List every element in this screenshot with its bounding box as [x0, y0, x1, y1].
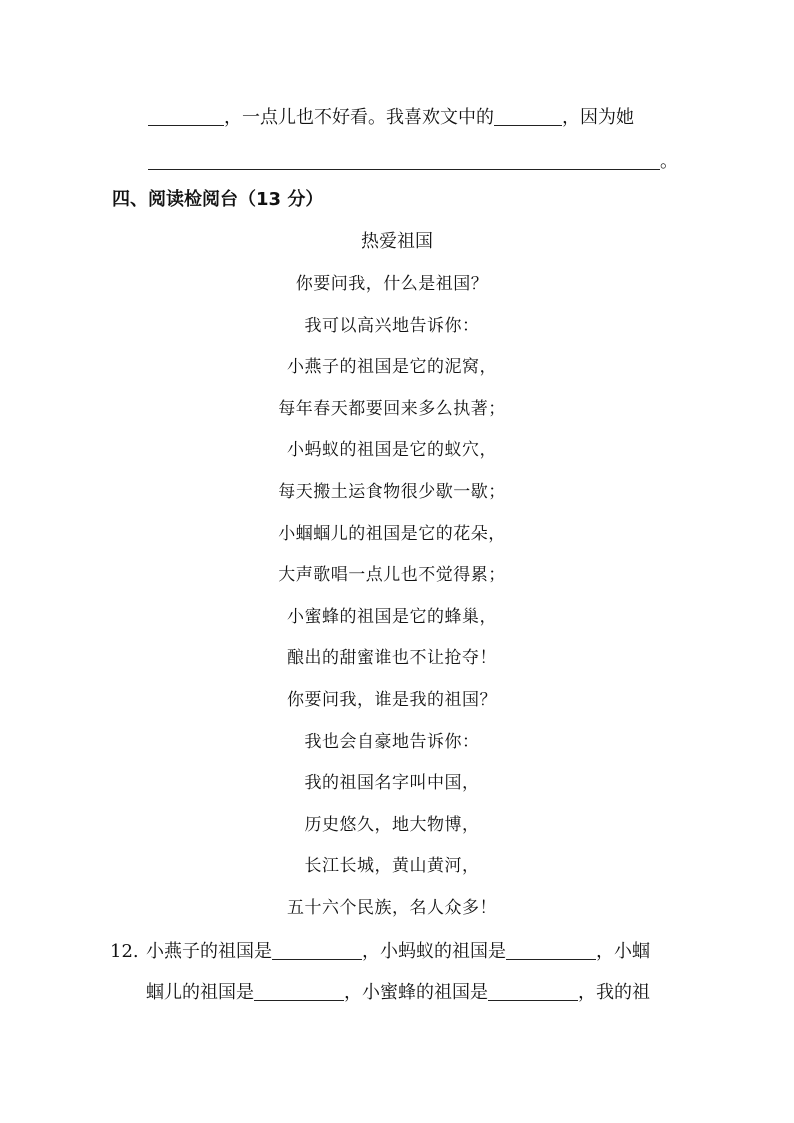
- answer-blank[interactable]: [148, 151, 660, 170]
- fill-text-end: 。: [660, 151, 678, 172]
- poem-line: 小燕子的祖国是它的泥窝，: [287, 357, 497, 378]
- poem-line: 每天搬土运食物很少歇一歇；: [278, 481, 506, 502]
- section-heading: 四、阅读检阅台（13 分）: [112, 189, 324, 210]
- fill-line-1: [148, 106, 634, 130]
- question-12-line-1: [110, 940, 650, 964]
- poem-line: 你要问我，什么是祖国？: [295, 274, 489, 294]
- question-text: ，小蚂蚁的祖国是: [362, 941, 506, 962]
- poem-line: 你要问我，谁是我的祖国？: [287, 689, 497, 710]
- poem-line: 大声歌唱一点儿也不觉得累；: [278, 565, 506, 586]
- poem-line: 小蜜蜂的祖国是它的蜂巢，: [287, 606, 497, 627]
- poem-line: 小蝈蝈儿的祖国是它的花朵，: [278, 523, 506, 544]
- question-12-line-2: [146, 981, 650, 1005]
- fill-line-2: [148, 150, 678, 174]
- poem-body: [0, 272, 784, 938]
- poem-title: 热爱祖国: [361, 231, 433, 252]
- poem-line: 我也会自豪地告诉你：: [304, 731, 480, 752]
- poem-line: 我可以高兴地告诉你：: [304, 315, 480, 336]
- poem-line: 每年春天都要回来多么执著；: [278, 398, 506, 419]
- answer-blank[interactable]: [254, 982, 344, 1001]
- question-number: 12.: [110, 941, 139, 962]
- question-text: 蝈儿的祖国是: [146, 982, 254, 1003]
- fill-text: ，因为她: [562, 107, 634, 128]
- fill-text: ，一点儿也不好看。我喜欢文中的: [224, 107, 494, 128]
- answer-blank[interactable]: [148, 107, 224, 126]
- question-text: 小燕子的祖国是: [146, 941, 272, 962]
- poem-line: 五十六个民族，名人众多！: [287, 897, 497, 918]
- poem-line: 我的祖国名字叫中国，: [304, 773, 480, 794]
- question-text: ，小蝈: [596, 941, 650, 962]
- poem-line: 小蚂蚁的祖国是它的蚁穴，: [287, 440, 497, 461]
- poem-line: 长江长城，黄山黄河，: [304, 856, 480, 877]
- answer-blank[interactable]: [272, 941, 362, 960]
- answer-blank[interactable]: [488, 982, 578, 1001]
- poem-line: 酿出的甜蜜谁也不让抢夺！: [287, 648, 497, 669]
- question-text: ，我的祖: [578, 982, 650, 1003]
- answer-blank[interactable]: [494, 107, 562, 126]
- poem-line: 历史悠久，地大物博，: [304, 814, 480, 835]
- answer-blank[interactable]: [506, 941, 596, 960]
- question-text: ，小蜜蜂的祖国是: [344, 982, 488, 1003]
